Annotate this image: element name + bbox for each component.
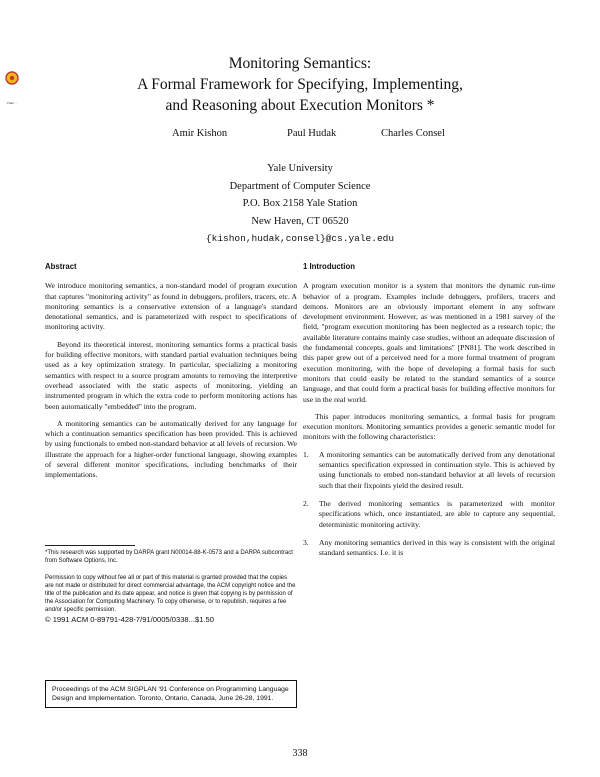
abstract-paragraph-2: Beyond its theoretical interest, monitoring semantics forms a practical basis for building effective monitors, with standard partial evaluation techniques being used as a key optimization strategy. In particular, specializing a monitoring semantics with respect to a source program amounts to removing the interpretive overhead associated with the static aspects of monitoring, yielding an instrumented program in which the extra code to perform monitoring actions has been automatically "embedded" into the program. (45, 339, 297, 411)
affiliation-university: Yale University (267, 163, 333, 174)
list-item-number: 2. (303, 498, 309, 508)
list-item-text: Any monitoring semantics derived in this way is consistent with the original standard semantics. I.e. it is (319, 537, 555, 558)
list-item-number: 3. (303, 537, 309, 547)
list-item (303, 499, 555, 530)
paper-title-line-3: and Reasoning about Execution Monitors * (165, 97, 435, 114)
author-1: Amir Kishon (172, 128, 228, 139)
author-3: Charles Consel (381, 128, 445, 139)
introduction-heading: 1 Introduction (303, 262, 355, 271)
left-column (45, 262, 297, 488)
list-item-number: 1. (303, 449, 309, 459)
footnote-rule (45, 545, 135, 546)
affiliation-email: {kishon,hudak,consel}@cs.yale.edu (205, 233, 395, 244)
list-item (303, 538, 555, 559)
footnote-funding: *This research was supported by DARPA grant N00014-88-K-0573 and a DARPA subcontract from Software Options, Inc. (45, 550, 293, 564)
paper-title-line-1: Monitoring Semantics: (228, 55, 372, 72)
abstract-heading: Abstract (45, 262, 77, 271)
affiliation-block (0, 160, 600, 248)
list-item-text: The derived monitoring semantics is parameterized with monitor specifications which, once instantiated, are able to capture any sequential, deterministic monitoring activity. (319, 498, 555, 529)
affiliation-city: New Haven, CT 06520 (251, 215, 349, 227)
paper-title-line-2: A Formal Framework for Specifying, Implementing, (137, 76, 463, 93)
author-2: Paul Hudak (287, 128, 337, 139)
right-column (303, 262, 555, 566)
intro-paragraph-1: A program execution monitor is a system that monitors the dynamic run-time behavior of a program. Examples include debuggers, profilers, tracers and demons. Monitors are an obviously important element in any software development environment. However, as was mentioned in a 1981 survey of the field, "program execution monitoring has been neglected as a research topic; the available literature contains mainly case studies, without an adequate discussion of the fundamental concepts, goals and limitations" [PN81]. The work described in this paper grew out of a perceived need for a more formal treatment of program execution monitoring, with the hope of developing a formal basis for such monitors that could easily be related to the standard semantics of a source language, and that could form a practical basis for building effective monitors for use in the real world. (303, 281, 555, 404)
footnote-copyright: © 1991 ACM 0-89791-428-7/91/0005/0338...$1.50 (45, 615, 214, 624)
intro-paragraph-2: This paper introduces monitoring semantics, a formal basis for program execution monitors. Monitoring semantics provides a generic semantic model for monitors with the following characteristics: (303, 411, 555, 442)
footnote-block (45, 549, 297, 625)
page-number: 338 (292, 748, 308, 759)
proceedings-box (45, 680, 297, 708)
characteristics-list (303, 450, 555, 559)
abstract-paragraph-1: We introduce monitoring semantics, a non-standard model of program execution that captures "monitoring activity" as found in debuggers, profilers, tracers, etc. A monitoring semantics is a conservative extension of a language's standard denotational semantics, and is parameterized with respect to specifications of monitoring activity. (45, 281, 297, 332)
affiliation-address: P.O. Box 2158 Yale Station (242, 198, 358, 209)
logo-caption: Chart ... (6, 101, 18, 105)
affiliation-department: Department of Computer Science (229, 180, 371, 192)
abstract-paragraph-3: A monitoring semantics can be automatically derived for any language for which a continuation semantics specification has been provided. This is achieved by using functionals to embed non-standard behavior at all levels of recursion. We illustrate the approach for a higher-order functional language, showing examples of several different monitor specifications, including benchmarks of their implementations. (45, 418, 297, 480)
list-item (303, 450, 555, 491)
list-item-text: A monitoring semantics can be automatically derived from any denotational semantics specification expressed in continuation style. This is achieved by using functionals to embed non-standard behavior at all levels of recursion such that their fixpoints yield the desired result. (319, 449, 555, 490)
footnote-permission: Permission to copy without fee all or part of this material is granted provided that the copies are not made or distributed for direct commercial advantage, the ACM copyright notice and the title of the publication and its date appear, and notice is given that copying is by permission of the Association for Computing Machinery. To copy otherwise, or to republish, requires a fee and/or specific permission. (45, 575, 296, 613)
proceedings-text: Proceedings of the ACM SIGPLAN '91 Conference on Programming Language Design and Implementation. Toronto, Ontario, Canada, June 26-28, 1991. (52, 686, 289, 702)
